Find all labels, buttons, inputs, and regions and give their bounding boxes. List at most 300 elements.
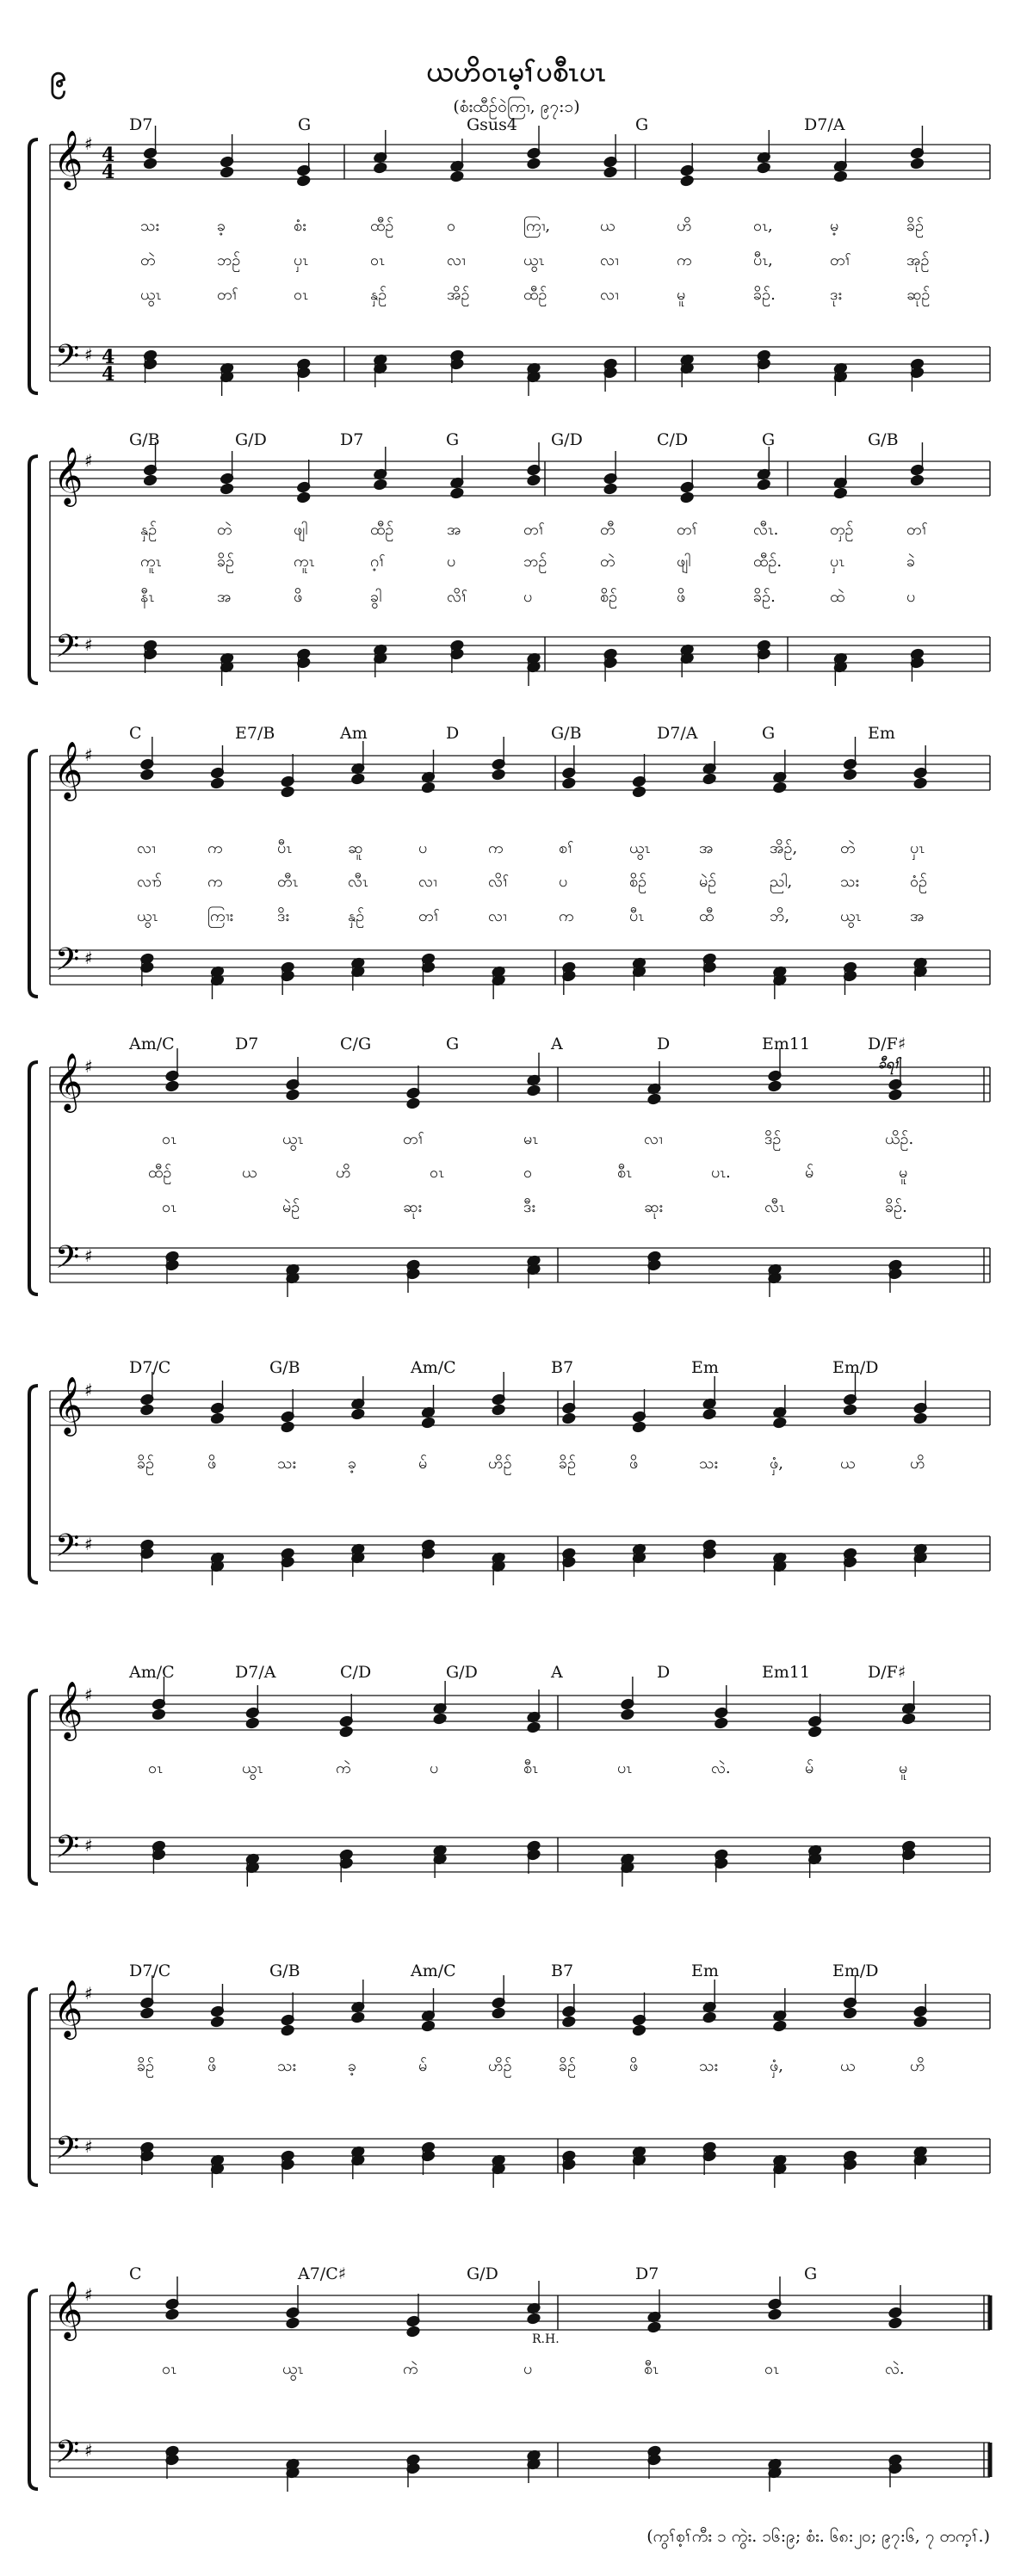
lyric-syllable: ဆုး: [644, 1198, 663, 1216]
treble-clef-icon: 𝄞: [53, 1680, 84, 1739]
note-head: [450, 487, 465, 499]
lyric-syllable: တှဉ်: [830, 521, 854, 539]
note-head: [296, 491, 311, 503]
lyric-syllable: ထီဉ်.: [753, 553, 782, 571]
lyric-syllable: လၢ: [644, 1130, 663, 1148]
lyric-syllable: လိၢ်: [447, 588, 468, 606]
chord-symbol: G: [635, 115, 649, 134]
lyric-syllable: မၤ: [523, 1130, 539, 1148]
note-head: [714, 1717, 728, 1729]
note-head: [773, 1417, 788, 1429]
treble-clef-icon: 𝄞: [53, 1052, 84, 1110]
lyric-syllable: စံး: [294, 217, 306, 235]
lyric-syllable: တၢ်: [906, 521, 929, 539]
key-signature-sharp: ♯: [84, 634, 93, 655]
chord-symbol: D7: [635, 2264, 659, 2283]
lyric-syllable: တဲ: [600, 553, 615, 571]
lyric-syllable: ကြၢး: [207, 907, 233, 925]
lyric-syllable: တၢ်: [830, 251, 852, 269]
lyric-syllable: ခိဉ်: [906, 217, 925, 235]
key-signature-sharp: ♯: [84, 344, 93, 365]
lyric-syllable: စၢ်: [559, 839, 574, 857]
chord-symbol: G/D: [235, 430, 267, 449]
lyric-syllable: ဖိ: [629, 2057, 639, 2075]
chord-symbol: G/D: [446, 1663, 478, 1682]
treble-clef-icon: 𝄞: [53, 2280, 84, 2338]
chord-symbol: D/F♯: [868, 1663, 906, 1682]
note-head: [888, 1089, 903, 1101]
key-signature-sharp: ♯: [84, 1835, 93, 1856]
lyric-syllable: ခဲ: [906, 553, 916, 571]
lyric-syllable: ယ: [840, 1455, 856, 1473]
note-head: [492, 2007, 506, 2019]
lyric-syllable: အ: [217, 588, 232, 606]
treble-clef-icon: 𝄞: [53, 740, 84, 799]
lyric-syllable: စီၤ: [644, 2360, 659, 2378]
lyric-syllable: တၢ်: [403, 1130, 425, 1148]
system-bracket: [29, 456, 38, 683]
key-signature-sharp: ♯: [84, 2440, 93, 2461]
note-head: [281, 1421, 295, 1433]
note-head: [527, 1084, 541, 1096]
song-title: ယဟိဝၤမ့ၢ်ပစီၤပၤ: [426, 55, 607, 88]
lyric-syllable: ဖိ: [207, 1455, 217, 1473]
lyric-syllable: အ: [699, 839, 714, 857]
chord-symbol: D7: [235, 1035, 259, 1053]
chord-symbol: C/D: [340, 1663, 372, 1682]
lyric-syllable: သး: [699, 1455, 718, 1473]
note-head: [421, 2020, 436, 2032]
lyric-syllable: ယွၤ: [140, 286, 162, 304]
lyric-syllable: ဝၤ: [162, 2360, 176, 2378]
lyric-syllable: ထီဉ်: [370, 521, 394, 539]
chord-symbol: G: [446, 430, 460, 449]
note-head: [140, 769, 155, 781]
lyric-syllable: လၢ: [137, 839, 156, 857]
note-head: [910, 474, 925, 486]
key-signature-sharp: ♯: [84, 744, 93, 765]
song-subtitle: (စံးထီဉ်ဝဲကြၢ, ၉၇:၁): [453, 97, 580, 116]
lyric-syllable: ခိဉ်: [137, 1455, 155, 1473]
lyric-syllable: ဖိ: [677, 588, 686, 606]
lyric-syllable: အ: [910, 907, 925, 925]
lyric-syllable: ခိဉ်: [137, 2057, 155, 2075]
note-head: [680, 175, 695, 187]
lyric-syllable: ပ: [430, 1759, 439, 1777]
note-head: [888, 2317, 903, 2329]
lyric-syllable: က: [559, 907, 574, 925]
note-head: [757, 162, 771, 174]
lyric-syllable: လီၤ: [348, 873, 368, 891]
note-head: [757, 479, 771, 491]
chord-symbol: Gsus4: [467, 115, 518, 134]
chord-symbol: Em/D: [832, 1961, 879, 1980]
lyric-syllable: သး: [277, 1455, 296, 1473]
note-head: [833, 487, 848, 499]
lyric-syllable: မဲဉ်: [699, 873, 717, 891]
lyric-syllable: ဒီး: [523, 1198, 535, 1216]
lyric-syllable: သး: [840, 873, 859, 891]
lyric-syllable: ယ: [600, 217, 615, 235]
lyric-syllable: မဲဉ်: [282, 1198, 300, 1216]
system-bracket: [29, 1062, 38, 1294]
note-head: [913, 2016, 928, 2028]
note-head: [286, 1089, 300, 1101]
lyric-syllable: ပှၤ: [910, 839, 925, 857]
lyric-syllable: ဒိး: [277, 907, 289, 925]
lyric-syllable: ဖှံ,: [770, 1455, 784, 1473]
system-bracket: [29, 2290, 38, 2489]
lyric-syllable: ဖျါ: [294, 521, 308, 539]
chord-symbol: D7/A: [235, 1663, 276, 1682]
key-signature-sharp: ♯: [84, 450, 93, 471]
note-head: [702, 2011, 717, 2023]
note-head: [680, 491, 695, 503]
note-head: [210, 777, 225, 789]
chord-symbol: D7/C: [129, 1358, 171, 1377]
note-head: [374, 479, 388, 491]
note-head: [913, 777, 928, 789]
lyric-syllable: ဝၤ: [370, 251, 385, 269]
time-signature-top: 4: [102, 144, 115, 166]
note-head: [843, 769, 857, 781]
lyric-syllable: ကဲ: [336, 1759, 351, 1777]
lyric-syllable: တၢ်: [523, 521, 546, 539]
note-head: [603, 483, 618, 495]
lyric-syllable: ထဲ: [830, 588, 845, 606]
bass-clef-icon: 𝄢: [55, 338, 80, 382]
note-head: [351, 773, 366, 785]
lyric-syllable: တၢ်: [217, 286, 239, 304]
lyric-syllable: ဝၤ: [294, 286, 308, 304]
note-head: [901, 1713, 916, 1725]
system-bracket: [29, 1690, 38, 1884]
note-head: [702, 773, 717, 785]
chord-symbol: G: [762, 724, 776, 743]
lyric-syllable: တီၤ: [277, 873, 299, 891]
lyric-syllable: လဲ.: [885, 2360, 905, 2378]
lyric-syllable: ထီဉ်: [370, 217, 394, 235]
note-head: [140, 1404, 155, 1416]
lyric-syllable: စီၤ: [617, 1164, 632, 1182]
system-bracket: [29, 139, 38, 393]
key-signature-sharp: ♯: [84, 133, 93, 154]
note-head: [220, 166, 234, 178]
lyric-syllable: ခိဉ်: [559, 1455, 577, 1473]
lyric-syllable: ညါ,: [770, 873, 793, 891]
key-signature-sharp: ♯: [84, 1983, 93, 2004]
chord-symbol: D: [446, 724, 460, 743]
key-signature-sharp: ♯: [84, 1534, 93, 1554]
key-signature-sharp: ♯: [84, 948, 93, 968]
lyric-syllable: ဟိဉ်: [488, 2057, 512, 2075]
lyric-syllable: အိဉ်: [447, 286, 470, 304]
lyric-syllable: ခိဉ်: [559, 2057, 577, 2075]
chord-symbol: G: [298, 115, 312, 134]
bass-clef-icon: 𝄢: [55, 1829, 80, 1873]
lyric-syllable: ပီၤ: [277, 839, 293, 857]
chord-symbol: Em/D: [832, 1358, 879, 1377]
note-head: [562, 1412, 577, 1424]
lyric-syllable: သး: [140, 217, 159, 235]
lyric-syllable: တဲ: [217, 521, 232, 539]
key-signature-sharp: ♯: [84, 2136, 93, 2157]
note-head: [647, 1093, 662, 1105]
lyric-syllable: ပီၤ: [629, 907, 645, 925]
note-head: [632, 1421, 646, 1433]
bass-clef-icon: 𝄢: [55, 1239, 80, 1283]
lyric-syllable: အ: [447, 521, 461, 539]
note-head: [165, 2308, 180, 2320]
note-head: [773, 781, 788, 794]
note-head: [421, 1417, 436, 1429]
note-head: [843, 2007, 857, 2019]
lyric-syllable: သး: [699, 2057, 718, 2075]
lyric-syllable: ဘဉ်: [523, 553, 547, 571]
lyric-syllable: လဲ.: [711, 1759, 731, 1777]
time-signature-bottom: 4: [102, 363, 115, 386]
chord-symbol: D: [657, 1035, 671, 1053]
note-head: [433, 1713, 448, 1725]
chord-symbol: Am/C: [129, 1663, 175, 1682]
note-head: [281, 2024, 295, 2036]
note-head: [562, 2016, 577, 2028]
chord-symbol: Em: [691, 1961, 719, 1980]
lyric-syllable: ဟိ: [910, 2057, 925, 2075]
treble-clef-icon: 𝄞: [53, 1979, 84, 2037]
note-head: [843, 1404, 857, 1416]
lyric-syllable: ပီၤ,: [753, 251, 773, 269]
lyric-syllable: ယိဉ်.: [885, 1130, 914, 1148]
note-head: [632, 2024, 646, 2036]
lyric-syllable: မူ: [899, 1759, 908, 1777]
chord-symbol: D: [657, 1663, 671, 1682]
lyric-syllable: က: [207, 873, 223, 891]
treble-clef-icon: 𝄞: [53, 446, 84, 504]
note-head: [773, 2020, 788, 2032]
treble-clef-icon: 𝄞: [53, 1375, 84, 1434]
lyric-syllable: ဟိ: [910, 1455, 925, 1473]
lyric-syllable: လၢာ်: [137, 873, 163, 891]
system-bracket: [29, 1989, 38, 2185]
note-head: [492, 1404, 506, 1416]
chord-symbol: B7: [551, 1358, 574, 1377]
lyric-syllable: ဖိ: [629, 1455, 639, 1473]
lyric-syllable: မ့: [830, 217, 839, 235]
lyric-syllable: ဝံဉ်: [910, 873, 928, 891]
chord-symbol: G: [804, 2264, 818, 2283]
note-head: [143, 474, 158, 486]
lyric-syllable: အိဉ်,: [770, 839, 798, 857]
bass-clef-icon: 𝄢: [55, 2130, 80, 2174]
lyric-syllable: ပ: [523, 2360, 533, 2378]
lyric-syllable: စီၤ: [523, 1759, 538, 1777]
lyric-syllable: ပ: [418, 839, 428, 857]
note-head: [527, 1721, 541, 1733]
lyric-syllable: ဖိ: [207, 2057, 217, 2075]
note-head: [152, 1708, 166, 1720]
lyric-syllable: ဟိ: [677, 217, 692, 235]
note-head: [286, 2317, 300, 2329]
lyric-syllable: ယ: [840, 2057, 856, 2075]
note-head: [702, 1408, 717, 1420]
chord-symbol: Em11: [762, 1035, 811, 1053]
lyric-syllable: ဝၤ: [162, 1130, 176, 1148]
chord-symbol: D7/A: [804, 115, 845, 134]
lyric-syllable: ခိဉ်.: [753, 286, 776, 304]
lyric-syllable: ပ: [447, 553, 456, 571]
lyric-syllable: ပ: [559, 873, 568, 891]
chord-symbol: Am: [340, 724, 368, 743]
lyric-syllable: နှဉ်: [140, 521, 158, 539]
lyric-syllable: ပ: [906, 588, 916, 606]
chord-symbol: G/B: [269, 1961, 300, 1980]
lyric-syllable: ယွၤ: [629, 839, 651, 857]
lyric-syllable: ယွၤ: [282, 2360, 304, 2378]
chord-symbol: D7: [340, 430, 364, 449]
chord-symbol: G: [762, 430, 776, 449]
chord-symbol: Am/C: [411, 1358, 456, 1377]
bass-clef-icon: 𝄢: [55, 628, 80, 672]
lyric-syllable: စိဉ်: [629, 873, 647, 891]
chord-symbol: C/D: [657, 430, 689, 449]
lyric-syllable: ခိဉ်: [217, 553, 235, 571]
note-head: [296, 175, 311, 187]
lyric-syllable: ခိဉ်.: [753, 588, 776, 606]
lyric-syllable: ပှၤ: [294, 251, 309, 269]
lyric-syllable: တဲ: [840, 839, 856, 857]
chord-symbol: Em: [691, 1358, 719, 1377]
note-head: [492, 769, 506, 781]
lyric-syllable: ဘဉ်: [217, 251, 241, 269]
lyric-syllable: မ်: [805, 1164, 814, 1182]
chord-symbol: B7: [551, 1961, 574, 1980]
bass-clef-icon: 𝄢: [55, 942, 80, 985]
lyric-syllable: ပၤ.: [711, 1164, 731, 1182]
chord-symbol: A: [551, 1035, 563, 1053]
lyric-syllable: မ်: [418, 1455, 428, 1473]
lyric-syllable: ဝ: [523, 1164, 533, 1182]
lyric-syllable: က: [677, 251, 692, 269]
key-signature-sharp: ♯: [84, 1056, 93, 1077]
chord-symbol: G/B: [868, 430, 899, 449]
note-head: [220, 483, 234, 495]
lyric-syllable: ဟိဉ်: [488, 1455, 512, 1473]
system-bracket: [29, 1386, 38, 1583]
lyric-syllable: ပ: [523, 588, 533, 606]
lyric-syllable: ထီ: [699, 907, 714, 925]
lyric-syllable: ဖိ: [294, 588, 303, 606]
lyric-syllable: တၢ်: [677, 521, 699, 539]
lyric-syllable: ကြၢ,: [523, 217, 551, 235]
lyric-syllable: လၢ: [447, 251, 466, 269]
lyric-syllable: နှဉ်: [348, 907, 365, 925]
lyric-syllable: ပၤ: [617, 1759, 633, 1777]
chord-symbol: D7/C: [129, 1961, 171, 1980]
chord-symbol: G: [446, 1035, 460, 1053]
time-signature-top: 4: [102, 346, 115, 368]
note-head: [603, 166, 618, 178]
key-signature-sharp: ♯: [84, 1684, 93, 1705]
lyric-syllable: ဆူ: [348, 839, 363, 857]
lyric-syllable: လၢ: [488, 907, 507, 925]
lyric-syllable: တၢ်: [418, 907, 441, 925]
lyric-syllable: ဝၤ: [430, 1164, 444, 1182]
chord-symbol: G/B: [129, 430, 160, 449]
lyric-syllable: ခွါ: [370, 588, 382, 606]
chord-symbol: C/G: [340, 1035, 372, 1053]
lyric-syllable: ယွၤ: [242, 1759, 263, 1777]
lyric-syllable: ဂ့ၢ်: [370, 553, 386, 571]
chord-symbol: Am/C: [129, 1035, 175, 1053]
chord-symbol: Em11: [762, 1663, 811, 1682]
time-signature-bottom: 4: [102, 161, 115, 183]
chord-symbol: D7: [129, 115, 153, 134]
lyric-syllable: လၢ: [418, 873, 437, 891]
lyric-syllable: လၢ: [600, 251, 619, 269]
chord-symbol: A: [551, 1663, 563, 1682]
lyric-syllable: ကူၤ: [140, 553, 162, 571]
note-head: [632, 786, 646, 798]
lyric-syllable: ယွၤ: [840, 907, 862, 925]
chord-symbol: C: [129, 724, 142, 743]
note-head: [351, 2011, 366, 2023]
chord-symbol: Em: [868, 724, 895, 743]
note-head: [527, 474, 541, 486]
lyric-syllable: တဲ: [140, 251, 156, 269]
page-number: ၉: [50, 59, 67, 94]
note-head: [768, 1080, 782, 1092]
lyric-syllable: လီၤ: [764, 1198, 785, 1216]
lyric-syllable: ဝၤ: [764, 2360, 779, 2378]
chord-symbol: A7/C♯: [298, 2264, 346, 2283]
note-head: [621, 1708, 635, 1720]
lyric-syllable: ကူၤ: [294, 553, 315, 571]
lyric-syllable: ခ့: [348, 2057, 357, 2075]
lyric-syllable: ထီဉ်: [523, 286, 547, 304]
note-head: [768, 2308, 782, 2320]
chord-symbol: C: [129, 2264, 142, 2283]
lyric-syllable: ခိဉ်.: [885, 1198, 907, 1216]
note-head: [647, 2321, 662, 2333]
lyric-syllable: ဖျါ: [677, 553, 691, 571]
system-bracket: [29, 751, 38, 997]
note-head: [562, 777, 577, 789]
lyric-syllable: ဆုဉ်: [906, 286, 931, 304]
lyric-syllable: စိဉ်: [600, 588, 618, 606]
note-head: [140, 2007, 155, 2019]
note-head: [339, 1726, 354, 1738]
chord-symbol: D7/A: [657, 724, 698, 743]
lyric-syllable: ဆုး: [403, 1198, 422, 1216]
note-head: [374, 162, 388, 174]
key-signature-sharp: ♯: [84, 2284, 93, 2305]
note-head: [165, 1080, 180, 1092]
lyric-syllable: ဒုး: [830, 286, 842, 304]
note-head: [351, 1408, 366, 1420]
treble-clef-icon: 𝄞: [53, 129, 84, 188]
note-head: [450, 170, 465, 182]
scripture-reference: (ကွၢ်စ့ၢ်ကီး ၁ ကွဲး. ၁၆:၉; စံး. ၆၈:၂၀; ၉၇:၆, ၇ တက့ၢ်.): [646, 2527, 990, 2546]
note-head: [210, 2016, 225, 2028]
lyric-syllable: ဝ: [447, 217, 456, 235]
lyric-syllable: ယွၤ: [523, 251, 545, 269]
note-head: [527, 2313, 541, 2325]
lyric-syllable: ပှၤ: [830, 553, 845, 571]
note-head: [913, 1412, 928, 1424]
lyric-syllable: ယွၤ: [137, 907, 158, 925]
lyric-syllable: ဘိ,: [770, 907, 790, 925]
